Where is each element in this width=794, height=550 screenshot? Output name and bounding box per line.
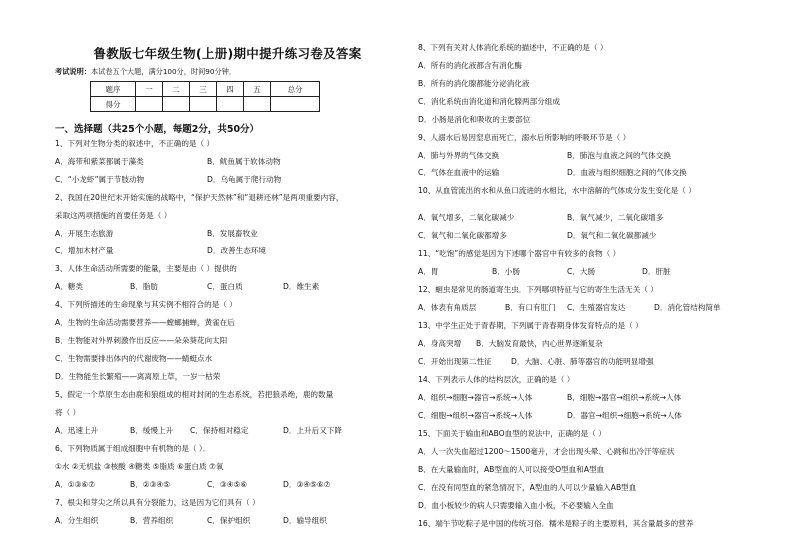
option: B．生物能对外界刺激作出反应——朵朵葵花向太阳 [55, 336, 228, 345]
option: A．分生组织 [55, 516, 99, 525]
option: A．氧气增多，二氧化碳减少 [418, 213, 515, 222]
option: C．增加木材产量 [55, 246, 114, 255]
question-line: 15、下面关于输血和ABO血型的说法中，正确的是（ ） [418, 429, 606, 438]
option: D．大脑、心脏、肺等器官的功能明显增强 [511, 357, 654, 366]
option: C．保持相对稳定 [190, 426, 249, 435]
score-table-header-row [91, 82, 320, 97]
question-line: 1、下列对生物分类的叙述中，不正确的是（ ） [55, 139, 215, 148]
section-heading: 一、选择题（共25个小题，每题2分，共50分） [55, 124, 260, 135]
option: C．消化系统由消化道和消化腺两部分组成 [418, 97, 560, 106]
question-line: ①水 ②无机盐 ③核酸 ④糖类 ⑤脂质 ⑥蛋白质 ⑦氧 [55, 462, 224, 471]
score-cell-empty [271, 97, 320, 112]
score-table-score-row [91, 97, 320, 112]
question-line: 13、中学生正处于青春期，下列属于青春期身体发育特点的是（ ） [418, 321, 643, 330]
option: A．糖类 [55, 282, 83, 291]
option: D．生物能生长繁殖——离离原上草，一岁一枯荣 [55, 372, 221, 381]
question-line: 10、从血管流出的水和从鱼口流进的水相比，水中溶解的气体成分发生变化是（ ） [418, 186, 696, 195]
question-line: 采取这两项措施的首要任务是（ ） [55, 211, 172, 220]
option: C．细胞→组织→器官→系统→人体 [418, 411, 533, 420]
option: D．输导组织 [283, 516, 327, 525]
option: B．氧气减少，二氧化碳增多 [567, 213, 664, 222]
option: D．血液与组织细胞之间的气体交换 [567, 168, 687, 177]
question-line: 11、“吃饱”的感觉是因为下述哪个器官中有较多的食物（ ） [418, 249, 621, 258]
option: D．器官→组织→细胞→系统→人体 [567, 411, 682, 420]
score-cell: 得分 [91, 97, 136, 112]
question-line: 6、下列物质属于组成细胞中有机物的是（ ）． [55, 444, 211, 453]
question-line: 5、假定一个草原生态由鹿和狼组成的相对封闭的生态系统，若把狼杀绝，鹿的数量 [55, 390, 334, 399]
score-cell-empty [244, 97, 271, 112]
option: D．维生素 [283, 282, 320, 291]
score-cell-empty [136, 97, 163, 112]
question-line: 12、蛔虫是常见的肠道寄生虫．下列哪项特征与它的寄生生活无关（ ） [418, 285, 658, 294]
option: B．肺泡与血液之间的气体交换 [567, 151, 671, 160]
option: D．乌龟属于爬行动物 [207, 175, 282, 184]
option: A．所有的消化液都含有消化酶 [418, 61, 522, 70]
score-cell: 总分 [271, 82, 320, 97]
exam-note-label: 考试说明： [55, 67, 91, 76]
option: B．有口有肛门 [505, 303, 556, 312]
score-table [90, 81, 320, 112]
option: D．肝脏 [642, 267, 671, 276]
option: C．蛋白质 [207, 282, 243, 291]
score-cell: 四 [217, 82, 244, 97]
score-cell-empty [190, 97, 217, 112]
option: A．组织→细胞→器官→系统→人体 [418, 393, 533, 402]
score-cell: 三 [190, 82, 217, 97]
question-line: 3、人体生命活动所需要的能量，主要是由（ ）提供的 [55, 264, 237, 273]
option: B．发展畜牧业 [207, 229, 258, 238]
question-line: 4、下列所描述的生命现象与其实例不相符合的是（ ） [55, 300, 237, 309]
option: A．体表有角质层 [418, 303, 477, 312]
option: A．胃 [418, 267, 439, 276]
score-cell: 一 [136, 82, 163, 97]
option: D．上升后又下降 [283, 426, 343, 435]
option: D．③④⑤⑥⑦ [283, 480, 331, 489]
question-line: 14、下列表示人体的结构层次，正确的是（ ） [418, 375, 575, 384]
question-line: 2、我国在20世纪末开始实施的战略中，“保护天然林”和“退耕还林”是两项重要内容， [55, 193, 344, 202]
option: C．③④⑤⑥ [207, 480, 248, 489]
score-cell: 题序 [91, 82, 136, 97]
score-cell: 五 [244, 82, 271, 97]
question-line: 7、根尖和芽尖之所以具有分裂能力，这是因为它们具有（ ） [55, 498, 260, 507]
option: B．在大量输血时，AB型血的人可以接受O型血和A型血 [418, 465, 605, 474]
exam-note-text: 本试卷五个大题，满分100分，时间90分钟． [90, 67, 237, 76]
option: D．氧气和二氧化碳都减少 [567, 231, 657, 240]
option: C．生物需要排出体内的代谢废物——蜻蜓点水 [55, 354, 213, 363]
option: B．鱿鱼属于软体动物 [207, 157, 281, 166]
question-line: 8、下列有关对人体消化系统的描述中，不正确的是（ ） [418, 43, 608, 52]
score-cell: 二 [163, 82, 190, 97]
option: A．身高突增 [418, 339, 462, 348]
option: D．改善生态环境 [207, 246, 267, 255]
option: B．缓慢上升 [130, 426, 174, 435]
option: D．消化管结构简单 [654, 303, 721, 312]
exam-note [55, 67, 400, 77]
score-cell-empty [217, 97, 244, 112]
option: C．氧气和二氧化碳都增多 [418, 231, 507, 240]
option: B．细胞→器官→组织→系统→人体 [567, 393, 682, 402]
option: B．营养组织 [130, 516, 174, 525]
option: A．生物的生命活动需要营养——螳螂捕蝉，黄雀在后 [55, 318, 235, 327]
question-line: 9、人溺水后易因窒息而死亡，溺水后所影响的呼吸环节是（ ） [418, 133, 631, 142]
option: A．①③⑥⑦ [55, 480, 96, 489]
option: A．开展生态旅游 [55, 229, 114, 238]
option: C．开始出现第二性征 [418, 357, 492, 366]
option: C．生殖器官发达 [567, 303, 626, 312]
option: B．②③④⑤ [130, 480, 171, 489]
option: B．大脑发育最快，内心世界逐渐复杂 [476, 339, 603, 348]
option: C．在没有同型血的紧急情况下，A型血的人可以少量输入AB型血 [418, 483, 637, 492]
option: C．“小龙虾”属于节肢动物 [55, 175, 145, 184]
option: D．血小板较少的病人只需要输入血小板，不必要输入全血 [418, 501, 614, 510]
option: A．迅速上升 [55, 426, 99, 435]
option: A．海带和紫菜都属于藻类 [55, 157, 144, 166]
option: D．小肠是消化和吸收的主要部位 [418, 115, 531, 124]
question-line: 16、端午节吃粽子是中国的传统习俗．糯米是粽子的主要原料，其含量最多的营养 [418, 519, 694, 528]
score-cell-empty [163, 97, 190, 112]
option: C．气体在血液中的运输 [418, 168, 500, 177]
option: B．所有的消化腺都能分泌消化液 [418, 79, 530, 88]
option: A．肺与外界的气体交换 [418, 151, 500, 160]
question-line: 将（ ） [55, 408, 81, 417]
option: B．脂肪 [130, 282, 158, 291]
option: A．人一次失血超过1200～1500毫升，才会出现头晕、心跳和出冷汗等症状 [418, 447, 675, 456]
option: C．大肠 [567, 267, 596, 276]
paper-title: 鲁教版七年级生物(上册)期中提升练习卷及答案 [93, 46, 362, 61]
option: B．小肠 [492, 267, 520, 276]
option: C．保护组织 [207, 516, 251, 525]
